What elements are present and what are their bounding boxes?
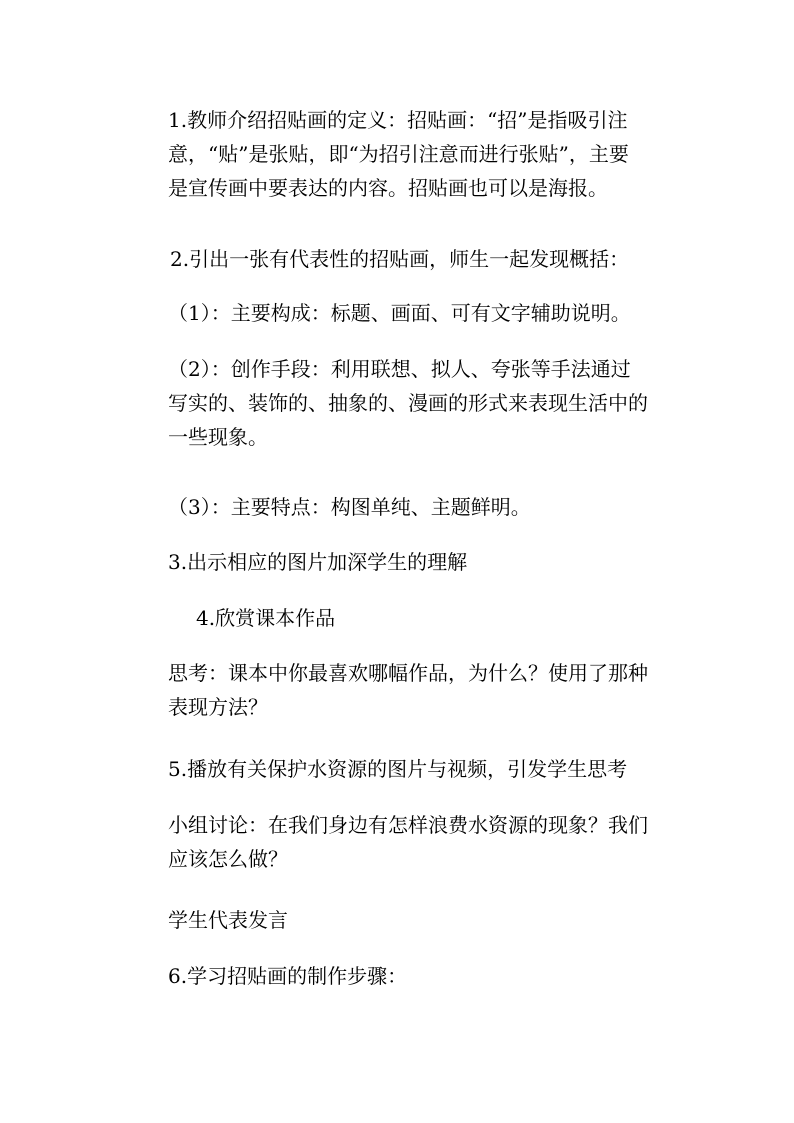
- paragraph-7-line-1: 4.欣赏课本作品: [196, 606, 336, 630]
- paragraph-3-line-1: （1）：主要构成：标题、画面、可有文字辅助说明。: [168, 301, 631, 325]
- paragraph-1-line-1: 1.教师介绍招贴画的定义：招贴画：“招”是指吸引注: [168, 108, 628, 132]
- paragraph-4-line-1: （2）：创作手段：利用联想、拟人、夸张等手法通过: [168, 357, 631, 381]
- paragraph-6-line-1: 3.出示相应的图片加深学生的理解: [168, 550, 468, 574]
- paragraph-2-intro-poster: [170, 242, 690, 276]
- paragraph-11-student-speech: [168, 903, 688, 937]
- paragraph-9-line-1: 5.播放有关保护水资源的图片与视频，引发学生思考: [168, 757, 628, 781]
- paragraph-2-line-1: 2.引出一张有代表性的招贴画，师生一起发现概括：: [170, 247, 630, 271]
- paragraph-10-group-discussion: [168, 808, 688, 876]
- paragraph-11-line-1: 学生代表发言: [168, 908, 288, 932]
- paragraph-4-creation-methods: [168, 352, 688, 454]
- paragraph-12-making-steps: [168, 959, 688, 993]
- paragraph-1-line-3: 是宣传画中要表达的内容。招贴画也可以是海报。: [168, 176, 608, 200]
- paragraph-4-line-3: 一些现象。: [168, 425, 268, 449]
- paragraph-9-play-video: [168, 752, 688, 786]
- paragraph-1-definition: [168, 103, 688, 205]
- paragraph-6-show-pictures: [168, 545, 688, 579]
- paragraph-12-line-1: 6.学习招贴画的制作步骤：: [168, 964, 408, 988]
- paragraph-10-line-1: 小组讨论：在我们身边有怎样浪费水资源的现象？我们: [168, 813, 648, 837]
- paragraph-8-line-2: 表现方法？: [168, 695, 268, 719]
- paragraph-1-line-2: 意，“贴”是张贴，即“为招引注意而进行张贴”，主要: [168, 142, 629, 166]
- paragraph-8-think: [168, 656, 688, 724]
- paragraph-5-features: [168, 490, 688, 524]
- paragraph-7-appreciate-works: [196, 601, 716, 635]
- paragraph-8-line-1: 思考：课本中你最喜欢哪幅作品，为什么？使用了那种: [168, 661, 648, 685]
- paragraph-4-line-2: 写实的、装饰的、抽象的、漫画的形式来表现生活中的: [168, 391, 648, 415]
- paragraph-5-line-1: （3）：主要特点：构图单纯、主题鲜明。: [168, 495, 531, 519]
- paragraph-10-line-2: 应该怎么做？: [168, 847, 288, 871]
- paragraph-3-composition: [168, 296, 688, 330]
